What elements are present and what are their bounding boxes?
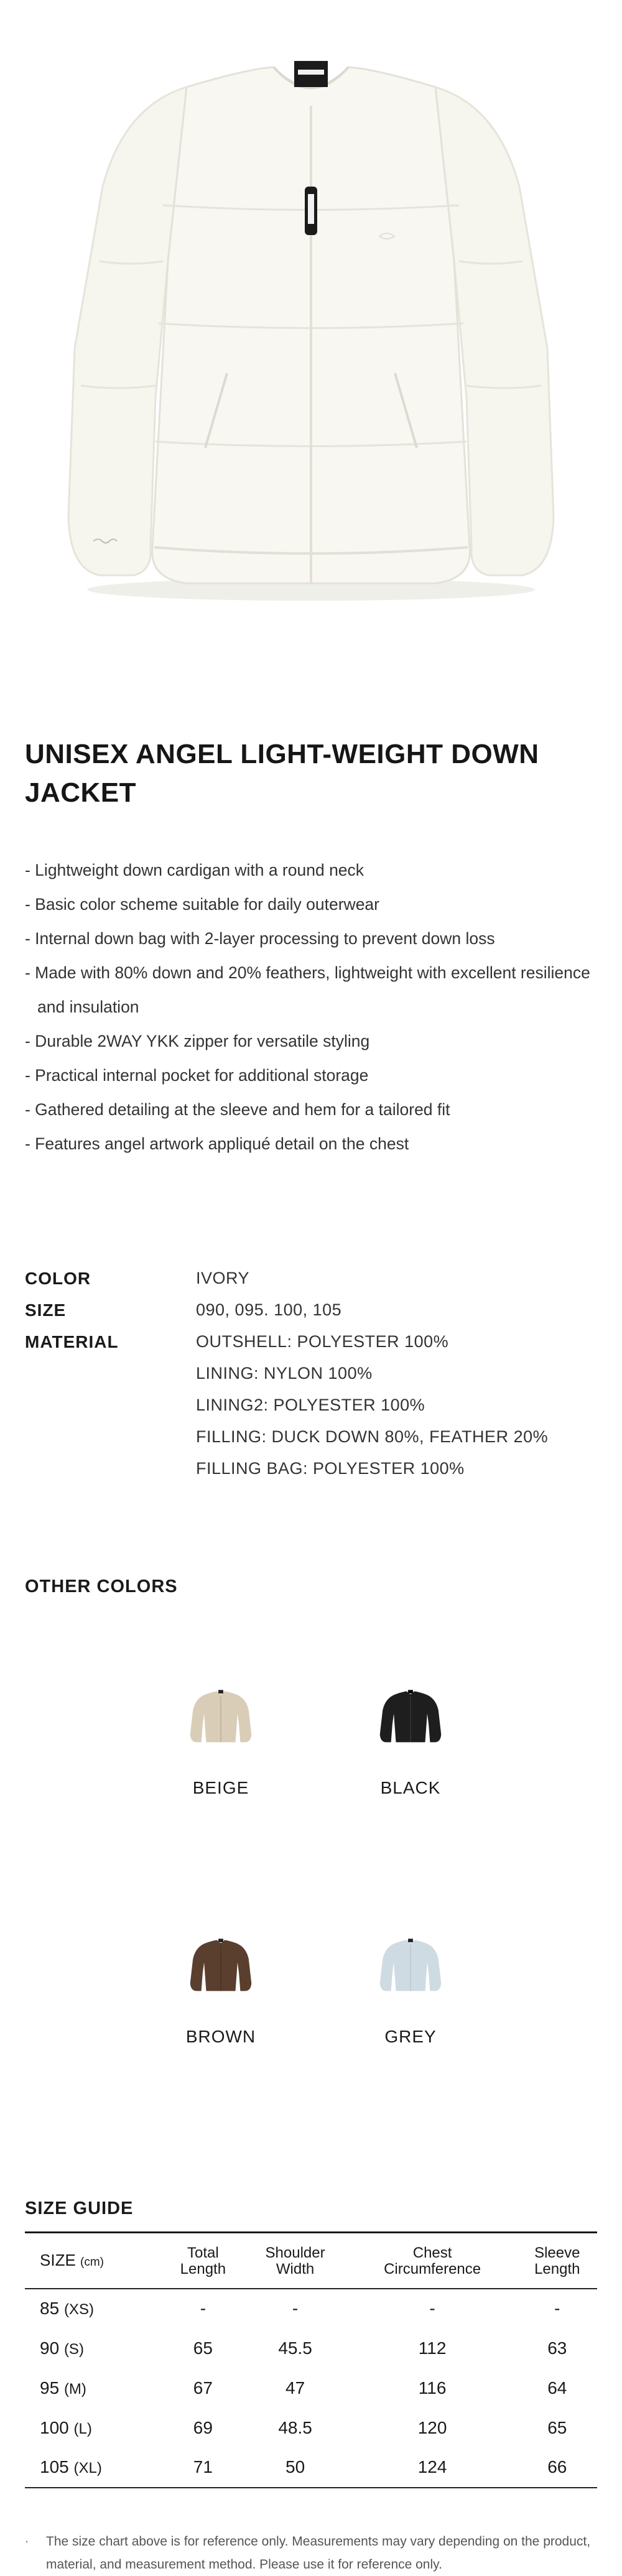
color-option-label: BEIGE	[192, 1778, 249, 1797]
beige-jacket-icon	[186, 1682, 256, 1752]
table-row	[25, 2328, 597, 2368]
spec-size-row	[25, 1294, 597, 1326]
grey-jacket-icon	[376, 1931, 445, 2001]
value-cell: 64	[547, 2378, 567, 2398]
value-cell: 47	[285, 2378, 305, 2398]
size-cell: 100 (L)	[40, 2417, 92, 2437]
column-header-shoulder-width: Shoulder Width	[265, 2244, 325, 2277]
value-cell: -	[200, 2299, 207, 2318]
size-cell: 90 (S)	[40, 2338, 84, 2358]
product-description-list	[25, 853, 613, 1161]
value-cell: 66	[547, 2457, 567, 2476]
description-item: - Lightweight down cardigan with a round neck	[25, 861, 364, 879]
spec-size-label: SIZE	[25, 1300, 67, 1320]
description-item: - Made with 80% down and 20% feathers, lightweight with excellent resilience and insulation	[25, 963, 590, 1016]
column-header-chest-circumference: Chest Circumference	[384, 2244, 481, 2277]
material-item: LINING: NYLON 100%	[196, 1364, 373, 1383]
value-cell: 48.5	[278, 2417, 312, 2437]
size-guide-title: SIZE GUIDE	[25, 2198, 134, 2218]
ivory-down-jacket-icon	[0, 0, 622, 672]
product-hero-image	[0, 0, 622, 672]
color-option-grey[interactable]	[336, 1931, 485, 2047]
color-option-label: GREY	[384, 2027, 437, 2046]
value-cell: 65	[193, 2338, 213, 2358]
description-item: - Basic color scheme suitable for daily outerwear	[25, 895, 379, 914]
description-item: - Practical internal pocket for additional storage	[25, 1066, 369, 1085]
product-title: UNISEX ANGEL LIGHT-WEIGHT DOWN JACKET	[25, 739, 539, 808]
spec-color-value: IVORY	[196, 1269, 250, 1287]
size-guide-note	[25, 2530, 610, 2576]
product-specs	[25, 1263, 597, 1485]
spec-color-label: COLOR	[25, 1269, 91, 1288]
color-option-label: BROWN	[185, 2027, 256, 2046]
material-item: LINING2: POLYESTER 100%	[196, 1396, 425, 1414]
table-row	[25, 2448, 597, 2488]
value-cell: 69	[193, 2417, 213, 2437]
value-cell: 112	[418, 2338, 447, 2358]
note-bullet: ·	[25, 2535, 29, 2547]
material-item: FILLING BAG: POLYESTER 100%	[196, 1459, 465, 1478]
black-jacket-icon	[376, 1682, 445, 1752]
material-item: FILLING: DUCK DOWN 80%, FEATHER 20%	[196, 1427, 549, 1446]
brown-jacket-icon	[186, 1931, 256, 2001]
value-cell: 65	[547, 2417, 567, 2437]
column-header-sleeve-length: Sleeve Length	[534, 2244, 580, 2277]
size-cell: 95 (M)	[40, 2378, 86, 2398]
color-option-beige[interactable]	[146, 1682, 295, 1798]
size-guide-header-row	[25, 2233, 597, 2289]
value-cell: 124	[417, 2457, 447, 2476]
color-option-label: BLACK	[380, 1778, 441, 1797]
table-row	[25, 2408, 597, 2448]
size-header: SIZE (cm)	[40, 2250, 104, 2269]
description-item: - Features angel artwork appliqué detail on the chest	[25, 1134, 409, 1153]
material-item: OUTSHELL: POLYESTER 100%	[196, 1332, 449, 1351]
description-item: - Gathered detailing at the sleeve and hem for a tailored fit	[25, 1100, 450, 1119]
spec-material-values	[196, 1326, 548, 1485]
size-cell: 105 (XL)	[40, 2457, 102, 2476]
value-cell: 45.5	[278, 2338, 312, 2358]
description-item: - Internal down bag with 2-layer processing to prevent down loss	[25, 929, 495, 948]
value-cell: 67	[193, 2378, 213, 2398]
value-cell: 120	[417, 2417, 447, 2437]
value-cell: 63	[547, 2338, 567, 2358]
value-cell: -	[292, 2299, 299, 2318]
description-item: - Durable 2WAY YKK zipper for versatile styling	[25, 1032, 370, 1050]
spec-material-label: MATERIAL	[25, 1332, 119, 1351]
value-cell: 50	[285, 2457, 305, 2476]
table-row	[25, 2368, 597, 2408]
value-cell: 116	[418, 2378, 447, 2398]
table-row	[25, 2289, 597, 2328]
other-colors-title: OTHER COLORS	[25, 1577, 178, 1596]
note-text: The size chart above is for reference only. Measurements may vary depending on the product, material, and measurement method. Please use it for reference only.	[46, 2534, 591, 2572]
spec-material-row	[25, 1326, 597, 1485]
column-header-total-length: Total Length	[180, 2244, 226, 2277]
color-option-brown[interactable]	[146, 1931, 295, 2047]
spec-size-value: 090, 095. 100, 105	[196, 1300, 342, 1319]
value-cell: -	[429, 2299, 435, 2318]
value-cell: 71	[193, 2457, 213, 2476]
size-cell: 85 (XS)	[40, 2299, 94, 2318]
size-guide-table	[25, 2231, 597, 2488]
value-cell: -	[554, 2299, 560, 2318]
color-option-black[interactable]	[336, 1682, 485, 1798]
spec-color-row	[25, 1263, 597, 1294]
